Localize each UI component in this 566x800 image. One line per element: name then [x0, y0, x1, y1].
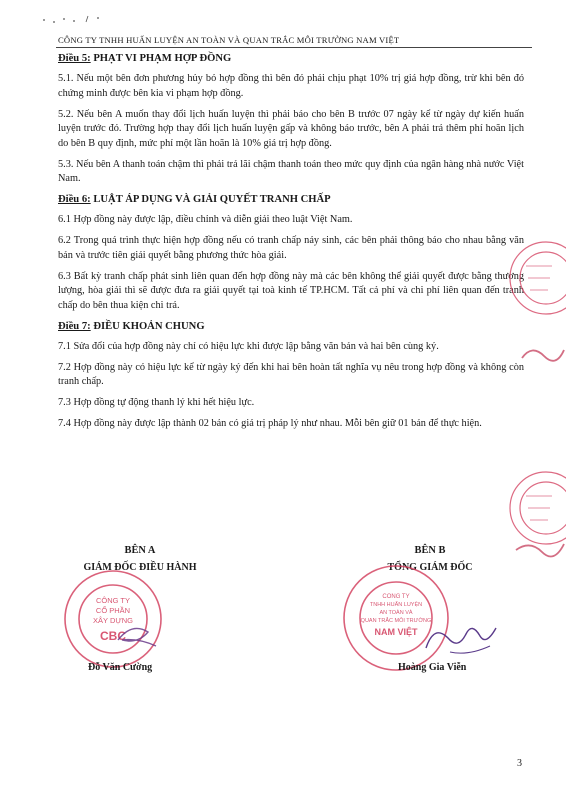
paragraph-6-2: 6.2 Trong quá trình thực hiện hợp đồng nếu có tranh chấp nảy sinh, các bên phải thông báo cho nhau bằng văn bản và trước tiên giải quyết bằng phương thức hòa giải. [58, 235, 524, 261]
article-5-heading [58, 52, 524, 66]
article-6-heading [58, 193, 524, 207]
contract-body [58, 52, 524, 438]
party-a-role: GIÁM ĐỐC ĐIỀU HÀNH [83, 562, 197, 573]
paragraph-7-2: 7.2 Hợp đồng này có hiệu lực kể từ ngày ký đến khi hai bên hoàn tất nghĩa vụ nêu trong hợp đồng và không còn tranh chấp. [58, 362, 524, 388]
paragraph-5-1: 5.1. Nếu một bên đơn phương hủy bỏ hợp đồng thì bên đó phải chịu phạt 10% trị giá hợp đồng, trừ khi bên đó chứng minh được bên kia vi phạm hợp đồng. [58, 73, 524, 99]
seal-center-text: CBC [100, 629, 126, 643]
seal-inner-text: TNHH HUẤN LUYỆN [369, 602, 423, 608]
article-title: ĐIỀU KHOẢN CHUNG [93, 320, 205, 332]
article-lead: Điều 7: [58, 320, 91, 332]
signature-right [420, 612, 500, 662]
company-seal-left [58, 566, 168, 672]
paragraph-7-1: 7.1 Sửa đổi của hợp đồng này chỉ có hiệu lực khi được lập bằng văn bản và hai bên cùng ký. [58, 341, 439, 353]
article-lead: Điều 6: [58, 194, 91, 206]
party-b-signer-name: Hoàng Gia Viễn [398, 662, 467, 673]
seal-inner-text: CỔ PHẦN [95, 606, 131, 615]
seal-inner-text: AN TOÀN VÀ [379, 610, 413, 616]
paragraph-6-1: 6.1 Hợp đồng này được lập, điều chỉnh và diễn giải theo luật Việt Nam. [58, 214, 353, 226]
article-title: LUẬT ÁP DỤNG VÀ GIẢI QUYẾT TRANH CHẤP [93, 194, 331, 206]
article-title: PHẠT VI PHẠM HỢP ĐỒNG [93, 53, 232, 64]
paragraph-5-3: 5.3. Nếu bên A thanh toán chậm thì phải trả lãi chậm thanh toán theo mức quy định của ngân hàng nhà nước Việt Nam. [58, 158, 524, 185]
article-lead: Điều 5: [58, 53, 91, 64]
paragraph-6-3: 6.3 Bất kỳ tranh chấp phát sinh liên quan đến hợp đồng này mà các bên không thể giải quyết được bằng thương lượng, hòa giải thì sẽ được đưa ra giải quyết tại toà kinh tế TP.HCM. Tất cả phí và chi phí liên quan đến tranh chấp do bên thua kiện chi trả. [58, 270, 524, 311]
company-header: CÔNG TY TNHH HUẤN LUYỆN AN TOÀN VÀ QUAN TRẮC MÔI TRƯỜNG NAM VIỆT [58, 35, 400, 45]
paragraph-5-2: 5.2. Nếu bên A muốn thay đổi lịch huấn luyện thì phải báo cho bên B trước 07 ngày kể từ ngày dự kiến huấn luyện trước đó. Trường hợp thay đổi lịch huấn luyện gấp và không báo trước, bên A phải trả thêm phí hoãn lịch do bên B quy định, mức phí một lần hoãn là 10% giá trị hợp đồng. [58, 108, 524, 149]
seal-center-text: NAM VIỆT [374, 627, 418, 637]
party-a-signer-name: Đỗ Văn Cường [88, 662, 153, 673]
paragraph-7-3: 7.3 Hợp đồng tự động thanh lý khi hết hiệu lực. [58, 397, 255, 409]
paragraph-7-4: 7.4 Hợp đồng này được lập thành 02 bản có giá trị pháp lý như nhau. Mỗi bên giữ 01 bản để thực hiện. [58, 418, 482, 430]
seal-inner-text: QUAN TRẮC MÔI TRƯỜNG [360, 618, 432, 624]
page-number: 3 [517, 758, 522, 769]
seal-inner-text: CÔNG TY [382, 594, 410, 600]
party-a-label: BÊN A [124, 545, 156, 556]
seal-inner-text: CÔNG TY [95, 596, 131, 605]
article-7-heading [58, 320, 524, 334]
scan-marks [40, 12, 110, 26]
party-b-role: TỔNG GIÁM ĐỐC [387, 562, 473, 573]
margin-seal [506, 238, 566, 578]
seal-inner-text: XÂY DỰNG [92, 616, 134, 625]
party-b-label: BÊN B [414, 545, 446, 556]
header-divider [56, 47, 532, 48]
